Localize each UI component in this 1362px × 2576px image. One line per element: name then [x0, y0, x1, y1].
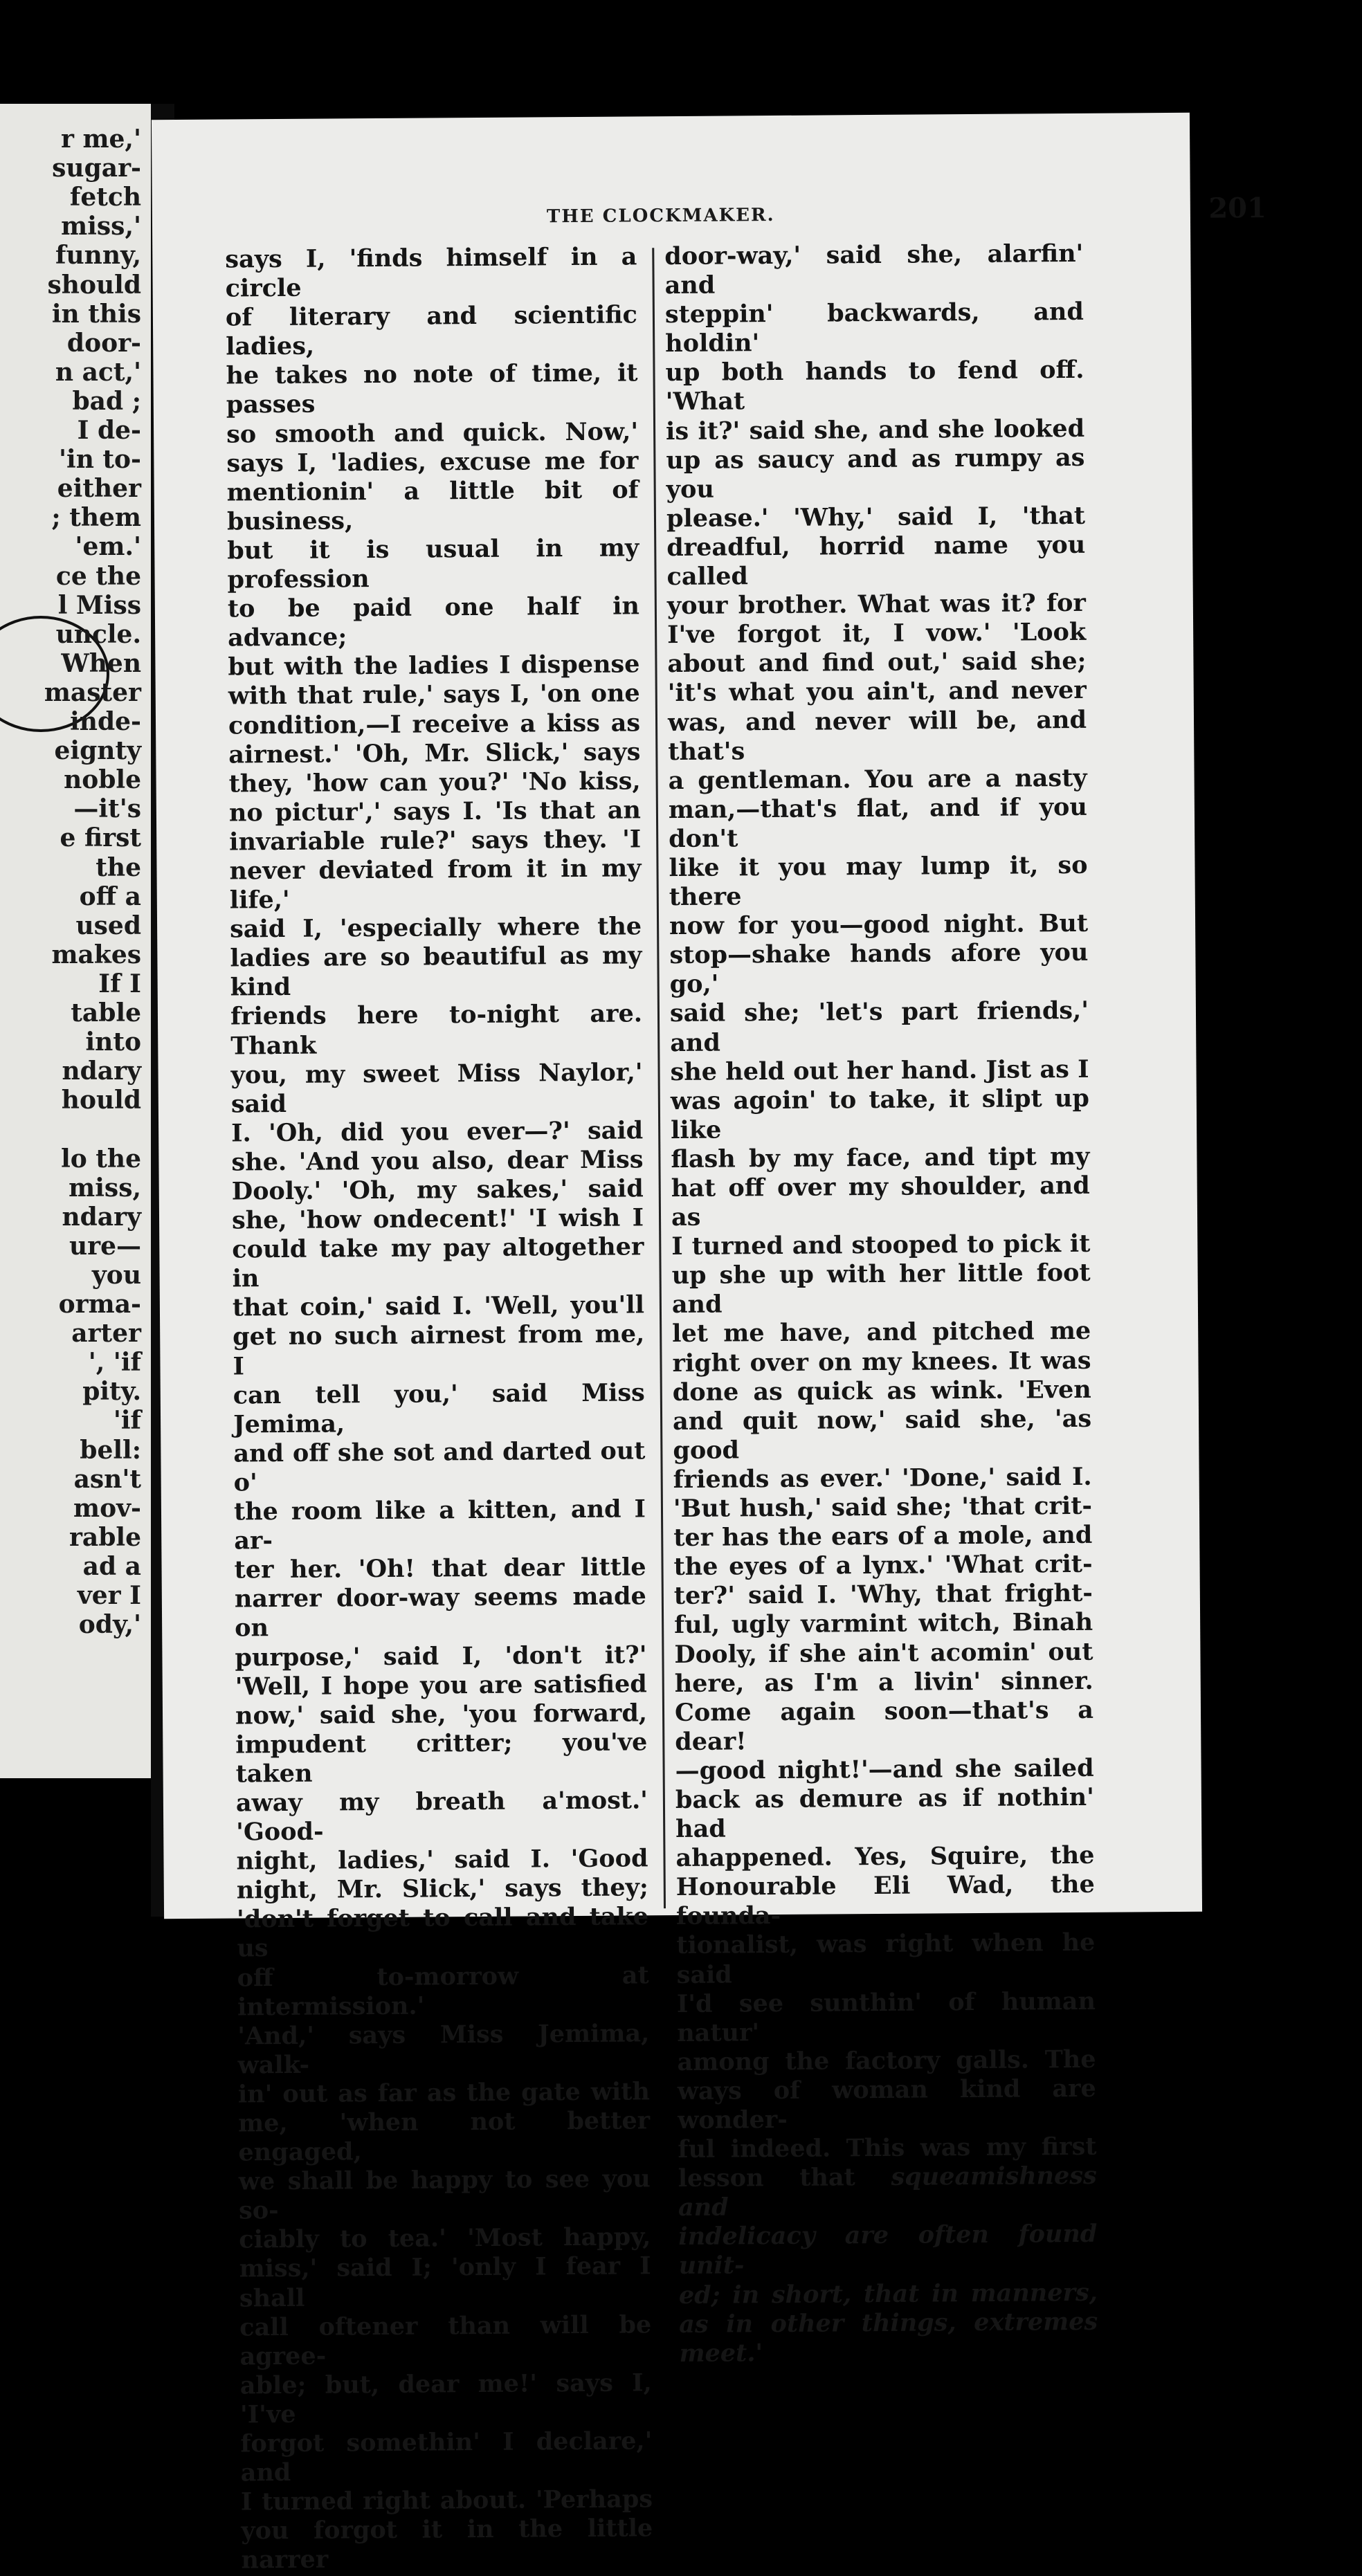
text-line: said I, 'especially where the [229, 912, 642, 944]
text-line: never deviated from it in my life,' [229, 854, 642, 915]
column-divider [652, 248, 666, 1908]
text-line: hat off over my shoulder, and as [671, 1171, 1090, 1232]
left-page-fragment: ure— [69, 1231, 141, 1261]
text-line: of literary and scientific ladies, [225, 300, 638, 361]
text-line: she held out her hand. Jist as I [670, 1054, 1089, 1086]
text-line: flash by my face, and tipt my [671, 1142, 1090, 1173]
text-line: door-way,' said she, alarfin' and [664, 239, 1084, 300]
text-line: able; but, dear me!' says I, 'I've [239, 2368, 652, 2429]
text-line: ladies are so beautiful as my kind [230, 941, 642, 1002]
text-line: can tell you,' said Miss Jemima, [233, 1378, 645, 1439]
text-line: airnest.' 'Oh, Mr. Slick,' says [228, 737, 641, 769]
text-line: night, Mr. Slick,' says they; [236, 1873, 648, 1905]
text-line: Dooly.' 'Oh, my sakes,' said [231, 1174, 644, 1206]
left-page-fragment: ce the [55, 561, 141, 591]
text-line: invariable rule?' says they. 'I [229, 825, 642, 857]
italic-phrase: squeamishness and [678, 2161, 1097, 2222]
text-line: you forgot it in the little narrer [241, 2514, 653, 2575]
text-line: friends as ever.' 'Done,' said I. [673, 1462, 1092, 1494]
text-line: about and find out,' said she; [667, 647, 1087, 679]
left-page-fragment: —it's [73, 794, 141, 824]
left-page-fragment: e first [60, 823, 141, 853]
text-line: let me have, and pitched me [672, 1317, 1091, 1349]
text-line: mentionin' a little bit of business, [226, 475, 639, 536]
italic-line: as in other things, extremes [679, 2307, 1098, 2339]
left-page-fragment: eignty [54, 736, 141, 766]
page-number: 201 [1208, 192, 1267, 225]
text-line: ful indeed. This was my first [678, 2132, 1097, 2164]
left-page-fragment: you [91, 1260, 141, 1290]
text-line: ter?' said I. 'Why, that fright- [673, 1579, 1093, 1611]
left-page-fragment: ndary [62, 1057, 141, 1086]
left-page-fragment: off a [79, 881, 141, 911]
left-page-fragment: either [57, 474, 141, 504]
text-line: ahappened. Yes, Squire, the [675, 1840, 1095, 1873]
text-line: he takes no note of time, it passes [226, 358, 638, 419]
text-line: 'it's what you ain't, and never [667, 676, 1087, 708]
text-line: with that rule,' says I, 'on one [228, 679, 640, 711]
text-line: could take my pay altogether in [232, 1232, 644, 1293]
text-line: a gentleman. You are a nasty [668, 763, 1087, 795]
text-line: was, and never will be, and that's [667, 705, 1087, 766]
text-line: so smooth and quick. Now,' [226, 417, 639, 449]
left-page-fragment: ad a [82, 1551, 141, 1581]
left-page-fragment: I de- [77, 416, 141, 445]
left-page-fragment: should [47, 270, 141, 300]
left-page-fragment: mov- [73, 1493, 141, 1523]
text-line: and off she sot and darted out o' [233, 1436, 646, 1497]
text-line: tionalist, was right when he said [676, 1928, 1096, 1989]
text-line: friends here to-night are. Thank [230, 999, 643, 1061]
text-line: ways of woman kind are wonder- [677, 2074, 1096, 2135]
text-line: impudent critter; you've taken [235, 1728, 648, 1789]
left-page-fragment: 'em.' [75, 532, 141, 562]
text-line: she, 'how ondecent!' 'I wish I [231, 1203, 644, 1235]
text-line: you, my sweet Miss Naylor,' said [230, 1057, 643, 1119]
text-line: I'd see sunthin' of human natur' [676, 1986, 1096, 2047]
text-line: I've forgot it, I vow.' 'Look [667, 618, 1087, 650]
left-page-fragment: n act,' [55, 357, 141, 387]
text-line: —good night!'—and she sailed [675, 1753, 1094, 1785]
text-line: to be paid one half in advance; [227, 592, 640, 652]
left-page-fragment: into [85, 1027, 141, 1057]
left-page-fragment: door- [66, 328, 141, 358]
text-line: please.' 'Why,' said I, 'that [666, 501, 1086, 533]
text-line: call oftener than will be agree- [239, 2310, 652, 2371]
left-page-fragment: 'in to- [59, 445, 141, 475]
left-page-fragment: makes [51, 940, 141, 969]
text-line: 'And,' says Miss Jemima, walk- [237, 2019, 650, 2080]
text-line: Honourable Eli Wad, the founda- [675, 1870, 1095, 1931]
text-line: your brother. What was it? for [666, 588, 1086, 621]
text-line: says I, 'ladies, excuse me for [226, 446, 639, 478]
text-line: condition,—I receive a kiss as [228, 708, 641, 740]
text-line: in' out as far as the gate with [237, 2077, 650, 2109]
left-page-fragment: ver I [77, 1581, 141, 1610]
left-page-fragment: funny, [55, 241, 141, 271]
text-line: ter her. 'Oh! that dear little [234, 1553, 646, 1584]
left-page-fragment: noble [64, 765, 141, 795]
left-page-fragment: inde- [70, 707, 141, 736]
left-page-fragment: asn't [73, 1464, 141, 1494]
text-line: said she; 'let's part friends,' and [669, 996, 1089, 1057]
text-line: me, 'when not better engaged, [238, 2106, 651, 2167]
text-line: up both hands to fend off. 'What [665, 356, 1084, 417]
text-line: steppin' backwards, and holdin' [664, 298, 1084, 358]
text-line: forgot somethin' I declare,' and [240, 2427, 653, 2487]
text-line: says I, 'finds himself in a circle [225, 242, 637, 303]
text-line: I turned and stooped to pick it [671, 1230, 1091, 1261]
text-line: ful, ugly varmint witch, Binah [674, 1608, 1093, 1640]
text-line: stop—shake hands afore you go,' [669, 938, 1089, 999]
left-facing-page [0, 104, 151, 1778]
left-page-fragment: miss,' [61, 212, 141, 241]
italic-line: meet.' [679, 2338, 763, 2368]
main-page [152, 113, 1267, 2575]
left-page-fragment: sugar- [52, 154, 141, 183]
text-line: narrer door-way seems made on [234, 1582, 647, 1643]
left-page-fragment: bell: [80, 1435, 141, 1465]
left-page-fragment: pity. [82, 1377, 141, 1407]
text-line: we shall be happy to see you so- [238, 2164, 651, 2225]
left-page-fragment: table [71, 998, 141, 1027]
text-line: night, ladies,' said I. 'Good [236, 1844, 648, 1876]
text-line: I turned right about. 'Perhaps [240, 2485, 653, 2516]
italic-line: ed; in short, that in manners, [678, 2278, 1098, 2310]
text-line: back as demure as if nothin' had [675, 1782, 1095, 1844]
left-page-fragment: fetch [69, 183, 141, 212]
text-line: no pictur',' says I. 'Is that an [228, 796, 642, 828]
text-line: up she up with her little foot and [671, 1259, 1091, 1319]
left-page-fragment: bad ; [72, 386, 141, 416]
text-line: they, 'how can you?' 'No kiss, [228, 767, 641, 798]
left-page-fragment: r me,' [60, 125, 141, 154]
text-line: get no such airnest from me, I [233, 1319, 645, 1381]
left-page-fragment: ', 'if [88, 1348, 141, 1378]
text-line: Come again soon—that's a dear! [674, 1695, 1094, 1756]
left-page-fragment: ; them [51, 503, 141, 533]
text-line: she. 'And you also, dear Miss [231, 1145, 644, 1177]
text-line: miss,' said I; 'only I fear I shall [239, 2251, 651, 2313]
text-column-right [664, 239, 1098, 2368]
left-page-fragment: ndary [62, 1202, 141, 1232]
left-page-fragment: If I [98, 969, 141, 998]
text-line: that coin,' said I. 'Well, you'll [232, 1290, 645, 1322]
text-line: the eyes of a lynx.' 'What crit- [673, 1550, 1093, 1582]
left-page-fragment: 'if [113, 1406, 141, 1436]
italic-line: indelicacy are often found unit- [678, 2220, 1098, 2281]
text-line: Dooly, if she ain't acomin' out [674, 1637, 1093, 1669]
text-line: 'don't forget to call and take us [236, 1902, 649, 1963]
text-line: is it?' said she, and she looked [665, 414, 1085, 446]
text-column-left [225, 242, 653, 2575]
left-page-fragment: hould [61, 1086, 141, 1115]
text-line: purpose,' said I, 'don't it?' [235, 1640, 647, 1672]
left-page-fragment: arter [71, 1319, 141, 1349]
text-line: done as quick as wink. 'Even [672, 1375, 1091, 1407]
text-line: and quit now,' said she, 'as good [672, 1404, 1092, 1465]
left-page-fragment: master [44, 677, 141, 707]
left-page-fragment: uncle. [55, 619, 141, 649]
text-line: off to-morrow at intermission.' [237, 1960, 649, 2022]
text-line: up as saucy and as rumpy as you [666, 443, 1085, 504]
left-page-fragment: l Miss [57, 590, 141, 620]
text-line: the room like a kitten, and I ar- [233, 1495, 646, 1555]
text-line: among the factory galls. The [677, 2045, 1096, 2076]
text-line: right over on my knees. It was [672, 1346, 1091, 1378]
text-line: ter has the ears of a mole, and [673, 1520, 1093, 1553]
left-page-fragment: the [96, 852, 141, 882]
text-line: like it you may lump it, so there [669, 850, 1088, 912]
left-page-fragment: orma- [58, 1290, 141, 1319]
text-line: man,—that's flat, and if you don't [668, 792, 1088, 853]
left-page-fragment: lo the [61, 1144, 141, 1173]
running-head: THE CLOCKMAKER. [546, 204, 775, 228]
left-page-fragment: When [61, 648, 141, 678]
text-line: here, as I'm a livin' sinner. [674, 1666, 1093, 1698]
text-line: dreadful, horrid name you called [666, 530, 1086, 592]
left-page-fragment: rable [69, 1522, 141, 1552]
text-line: 'Well, I hope you are satisfied [235, 1669, 647, 1701]
left-page-fragment: used [75, 911, 141, 940]
left-page-fragment: in this [51, 299, 141, 329]
text-line: away my breath a'most.' 'Good- [235, 1786, 648, 1847]
text-line: now for you—good night. But [669, 909, 1089, 941]
text-line: lesson that squeamishness and [678, 2161, 1097, 2222]
text-line: but it is usual in my profession [227, 533, 639, 594]
text-line: was agoin' to take, it slipt up like [670, 1084, 1089, 1144]
page-header [547, 192, 1266, 229]
text-line: ciably to tea.' 'Most happy, [239, 2222, 651, 2254]
text-line: but with the ladies I dispense [228, 650, 640, 682]
text-line: 'But hush,' said she; 'that crit- [673, 1491, 1093, 1524]
text-line: now,' said she, 'you forward, [235, 1699, 648, 1730]
left-page-fragment: ody,' [78, 1610, 141, 1640]
text-line: I. 'Oh, did you ever—?' said [231, 1116, 644, 1148]
left-page-fragment: miss, [69, 1173, 141, 1203]
